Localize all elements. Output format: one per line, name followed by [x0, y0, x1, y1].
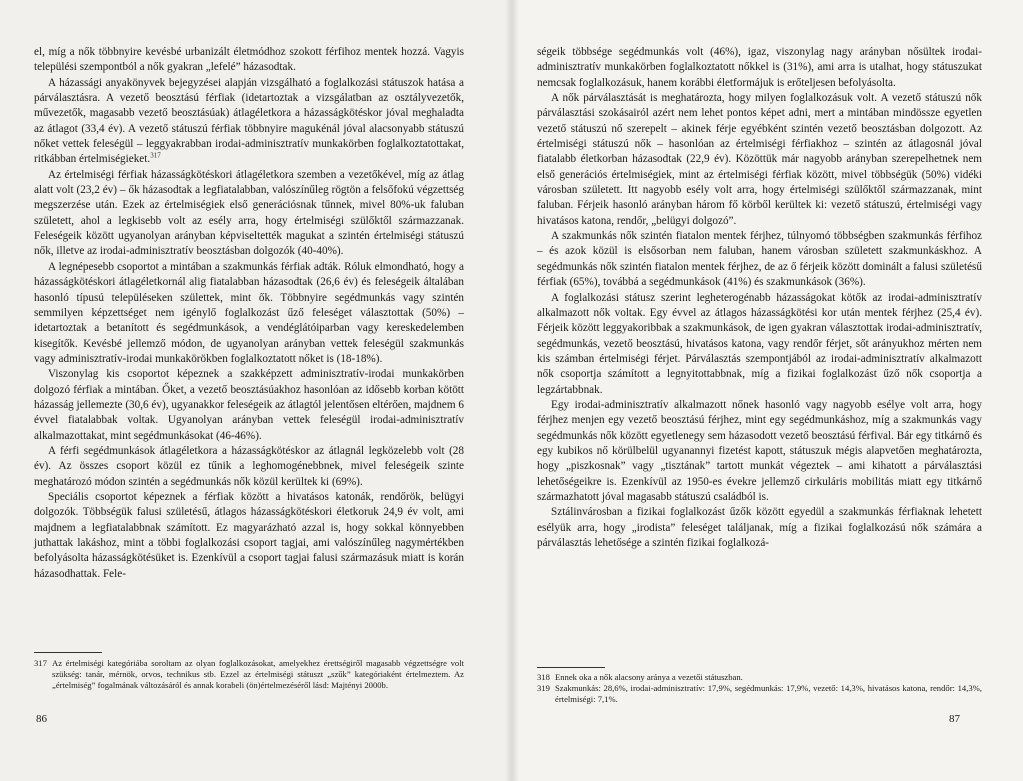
paragraph: A nők párválasztását is meghatározta, hogy milyen foglalkozásuk volt. A vezető státuszú nők párválasztási szokásairól azért nem lehet pontos képet adni, mert a mintában mindössze egyetlen vezető státuszú nő szerepelt – akinek férje egyébként szintén vezető beosztásban dolgozott. Az értelmiségi státuszú nők – hasonlóan az értelmiségi férfiakhoz – szintén az átlagosnál jóval fiatalabb életkorban házasodtak (22,9 év). Közöttük már nagyobb arányban szerepelhetnek nem első generációs értelmiségiek, mint az értelmiségi férfiak között, mivel többségük (50%) vidéki városban született. Itt nagyobb esély volt arra, hogy értelmiségi szülőktől származzanak, mint faluban. Férjeik hasonló arányban három fő körből kerültek ki: vezető státuszú, értelmiségi vagy hivatásos katona, rendőr, „belügyi dolgozó”. [537, 92, 982, 227]
paragraph [34, 76, 464, 168]
footnote-number: 317 [34, 658, 47, 668]
footnote [34, 658, 464, 691]
paragraph: el, míg a nők többnyire kevésbé urbanizált életmódhoz szokott férfihoz mentek hozzá. Vagyis települési szempontból a nők gyakran „lefelé” házasodtak. [34, 46, 464, 74]
left-page-body [34, 45, 464, 582]
footnote-number: 318 [537, 672, 550, 682]
footnote [537, 683, 982, 705]
paragraph: A férfi segédmunkások átlagéletkora a házasságkötéskor az átlagnál legközelebb volt (28 év). Az összes csoport közül ez tűnik a leghomogénebbnek, mivel feleségeik szinte meghatározó módon szintén a segédmunkás nők közül kerültek ki (69%). [34, 444, 464, 488]
page-number: 86 [36, 713, 47, 725]
paragraph: Egy irodai-adminisztratív alkalmazott nőnek hasonló vagy nagyobb esélye volt arra, hogy férjhez menjen egy vezető beosztású férjhez, mint egy segédmunkáshoz, míg a szakmunkás vagy segédmunkás nők között egyetlenegy sem házasodott vezető beosztású férfival. Bár egy titkárnő és egy kubikos nő körülbelül ugyanannyi fizetést kapott, státuszuk mégis alapvetően meghatározta, hogy „piszkosnak” vagy „tisztának” tartott munkát végeztek – ami kihatott a párválasztási lehetőségeikre is. Ezenkívül az 1950-es évekre jellemző cirkuláris mobilitás miatt egy titkárnő származhatott jóval magasabb státuszú családból is. [537, 398, 982, 503]
page-number: 87 [949, 713, 960, 725]
paragraph-text: A házassági anyakönyvek bejegyzései alapján vizsgálható a foglalkozási státuszok hatása a párválasztásra. A vezető beosztású férfiak (idetartoztak a vizsgálatban az osztályvezetők, művezetők, magasabb vezető beosztásúak) átlagéletkora a házasságkötéskor jóval meghaladta az átlagot (33,4 év). A vezető státuszú férfiak többnyire magukénál jóval alacsonyabb státuszú nőket vettek feleségül – leggyakrabban irodai-adminisztratív munkakörben foglalkoztatottakat, ritkábban értelmiségieket. [34, 76, 464, 166]
right-page-body [537, 45, 982, 551]
footnote-text: Az értelmiségi kategóriába soroltam az olyan foglalkozásokat, amelyekhez érettségiről magasabb végzettségre volt szükség: tanár, mérnök, orvos, technikus stb. Ezzel az értelmiségi státuszt „szűk” kategóriaként értelmeztem. Az „értelmiség” fogalmának változásáról és annak korabeli (ön)értelmezéséről lásd: Majtényi 2000b. [52, 658, 464, 690]
paragraph: A szakmunkás nők szintén fiatalon mentek férjhez, túlnyomó többségben szakmunkás férfihoz – és azok közül is elsősorban nem faluban, hanem városban született szakmunkáskhoz. A segédmunkás nők szintén fiatalon mentek férjhez, de az ő férjeik között dominált a falusi születésű férfiak (65%), továbbá a segédmunkások (41%) és szakmunkások (36%). [537, 230, 982, 289]
left-page [0, 0, 511, 781]
footnote-divider [537, 667, 605, 668]
paragraph: Viszonylag kis csoportot képeznek a szakképzett adminisztratív-irodai munkakörben dolgozó férfiak a mintában. Őket, a vezető beosztásúakhoz hasonlóan az idősebb korban kötött házasság jellemezte (30,6 év), ugyanakkor feleségeik az átlagtól jelentősen eltérően, majdnem 6 évvel fiatalabbak voltak. Ugyanolyan arányban vettek feleségül irodai-adminisztratív alkalmazottakat, mint segédmunkásokat (46-46%). [34, 368, 464, 442]
footnote-divider [34, 652, 102, 653]
footnote-reference: 317 [150, 151, 161, 160]
paragraph: Sztálinvárosban a fizikai foglalkozást űzők között egyedül a szakmunkás férfiaknak lehetett esélyük arra, hogy „irodista” feleséget találjanak, míg a fizikai foglalkozású nők számára a párválasztás lehetősége a szintén fizikai foglalkozá- [537, 506, 982, 549]
footnote [537, 672, 982, 683]
paragraph: Speciális csoportot képeznek a férfiak között a hivatásos katonák, rendőrök, belügyi dolgozók. Többségük falusi születésű, átlagos házasságkötéskori életkoruk 24,9 év volt, ami majdnem a legfiatalabbnak számított. Ez magyarázható azzal is, hogy sokkal könnyebben juthattak lakáshoz, mint a többi foglalkozási csoport tagjai, ami valószínűleg nagymértékben befolyásolta házasságkötésüket is. Ezenkívül a csoport tagjai falusi származásuk miatt is korán házasodhattak. Fele- [34, 490, 464, 580]
paragraph: A legnépesebb csoportot a mintában a szakmunkás férfiak adták. Róluk elmondható, hogy a házasságkötéskori átlagéletkornál alig fiatalabban házasodtak (26,6 év) és feleségeik általában hasonló típusú településeken születtek, mint ők. Többnyire segédmunkás vagy szintén semmilyen képzettséget nem igénylő foglalkozást űző feleséget választottak (50%) – idetartoztak a betanított és segédmunkások, a vendéglátóiparban vagy kereskedelemben kisegítők. Kevésbé jellemző módon, de ugyanolyan arányban vettek feleségül szakmunkás vagy adminisztratív-irodai munkakörökben foglalkoztatott nőket is (18-18%). [34, 260, 464, 365]
right-footnotes [537, 672, 982, 705]
paragraph: A foglalkozási státusz szerint legheterogénabb házasságokat kötők az irodai-adminisztratív alkalmazott nők voltak. Egy évvel az átlagos házasságkötési kor után mentek férjhez (25,4 év). Férjeik között leggyakoribbak a szakmunkások, de igen gyakran választottak irodai-adminisztratív, segédmunkás, vezető beosztású, hivatásos katona, vagy rendőr férjet, sőt arányukhoz mérten nem kis számban értelmiségi férjet. Párválasztás szempontjából az irodai-adminisztratív alkalmazott nők csoportja számított a legnyitottabbnak, míg a fizikai foglalkozást űző nők csoportja a legzártabbnak. [537, 291, 982, 396]
footnote-number: 319 [537, 683, 550, 693]
paragraph: Az értelmiségi férfiak házasságkötéskori átlagéletkora szemben a vezetőkével, míg az átlag alatt volt (23,2 év) – ők házasodtak a legfiatalabban, valószínűleg rögtön a felsőfokú végzettség megszerzése után. Ezek az értelmiségiek első generációsnak tűnnek, mivel 80%-uk faluban született, ahol a legkisebb volt az esély arra, hogy értelmiségi szülőktől származzanak. Feleségeik között ugyanolyan arányban képviseltették magukat a szintén értelmiségi státuszú nők, illetve az irodai-adminisztratív beosztásban dolgozók (40-40%). [34, 168, 464, 258]
book-gutter [505, 0, 519, 781]
left-footnotes [34, 658, 464, 691]
paragraph: ségeik többsége segédmunkás volt (46%), igaz, viszonylag nagy arányban nősültek irodai-adminisztratív munkakörben foglalkoztatott nőkkel is (31%), ami arra is utalhat, hogy státuszukat nemcsak foglalkozásuk, hanem korábbi életformájuk is erőteljesen befolyásolta. [537, 46, 982, 89]
footnote-text: Ennek oka a nők alacsony aránya a vezetői státuszban. [555, 672, 743, 682]
footnote-text: Szakmunkás: 28,6%, irodai-adminisztratív: 17,9%, segédmunkás: 17,9%, vezető: 14,3%, hivatásos katona, rendőr: 14,3%, értelmiségi: 7,1%. [555, 683, 982, 704]
right-page [511, 0, 1023, 781]
